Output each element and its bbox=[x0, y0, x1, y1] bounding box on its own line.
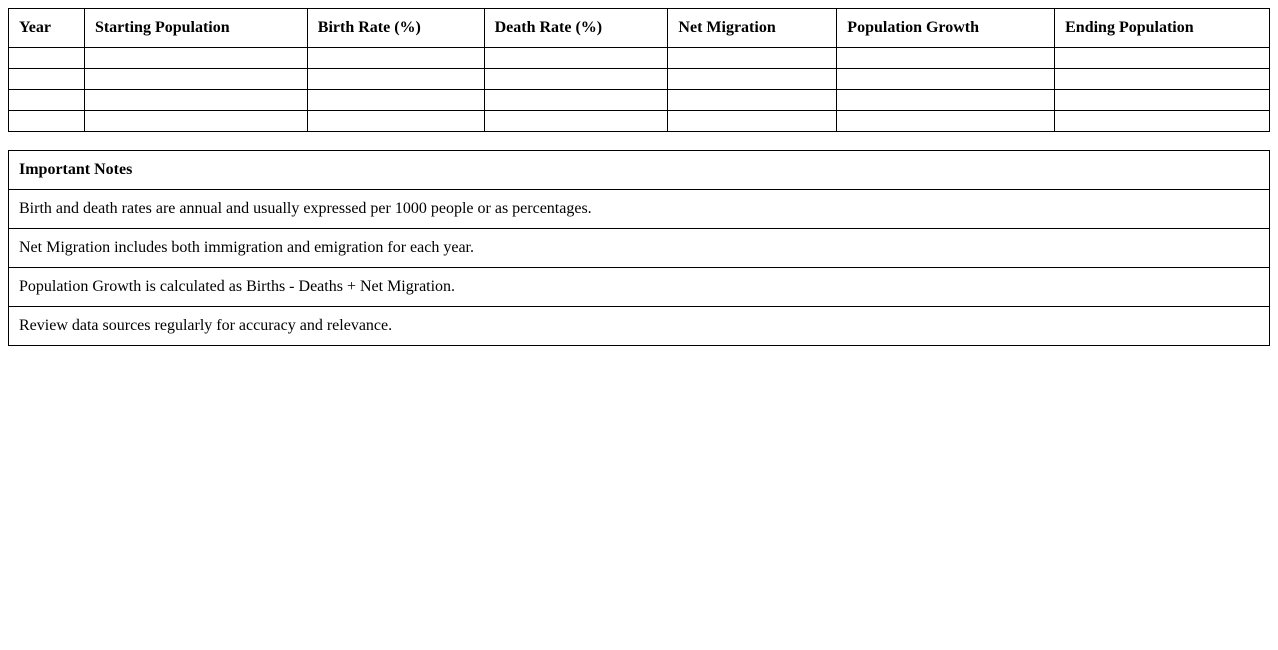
header-starting-population: Starting Population bbox=[84, 9, 307, 48]
table-cell bbox=[1055, 111, 1270, 132]
notes-header-row bbox=[9, 151, 1270, 190]
table-cell bbox=[307, 90, 484, 111]
table-cell bbox=[668, 69, 837, 90]
table-cell bbox=[9, 48, 85, 69]
header-population-growth: Population Growth bbox=[837, 9, 1055, 48]
table-cell bbox=[837, 111, 1055, 132]
population-table bbox=[8, 8, 1270, 132]
table-cell bbox=[9, 90, 85, 111]
table-cell bbox=[1055, 69, 1270, 90]
table-cell bbox=[84, 90, 307, 111]
table-cell bbox=[9, 69, 85, 90]
note-item: Population Growth is calculated as Births - Deaths + Net Migration. bbox=[9, 268, 1270, 307]
table-cell bbox=[837, 69, 1055, 90]
table-cell bbox=[484, 69, 668, 90]
table-cell bbox=[837, 48, 1055, 69]
header-birth-rate: Birth Rate (%) bbox=[307, 9, 484, 48]
table-cell bbox=[484, 111, 668, 132]
note-item: Review data sources regularly for accuracy and relevance. bbox=[9, 307, 1270, 346]
table-row bbox=[9, 48, 1270, 69]
note-row bbox=[9, 229, 1270, 268]
note-row bbox=[9, 268, 1270, 307]
table-header-row bbox=[9, 9, 1270, 48]
table-cell bbox=[84, 69, 307, 90]
table-cell bbox=[307, 69, 484, 90]
table-row bbox=[9, 111, 1270, 132]
table-cell bbox=[307, 48, 484, 69]
note-item: Net Migration includes both immigration and emigration for each year. bbox=[9, 229, 1270, 268]
table-cell bbox=[1055, 90, 1270, 111]
table-cell bbox=[9, 111, 85, 132]
document-body bbox=[8, 8, 1270, 346]
notes-table bbox=[8, 150, 1270, 346]
header-death-rate: Death Rate (%) bbox=[484, 9, 668, 48]
table-cell bbox=[484, 90, 668, 111]
table-cell bbox=[837, 90, 1055, 111]
table-cell bbox=[668, 111, 837, 132]
header-net-migration: Net Migration bbox=[668, 9, 837, 48]
table-cell bbox=[668, 48, 837, 69]
table-cell bbox=[307, 111, 484, 132]
note-item: Birth and death rates are annual and usually expressed per 1000 people or as percentages. bbox=[9, 190, 1270, 229]
table-cell bbox=[1055, 48, 1270, 69]
table-row bbox=[9, 69, 1270, 90]
table-cell bbox=[84, 48, 307, 69]
header-year: Year bbox=[9, 9, 85, 48]
header-ending-population: Ending Population bbox=[1055, 9, 1270, 48]
table-cell bbox=[668, 90, 837, 111]
table-row bbox=[9, 90, 1270, 111]
note-row bbox=[9, 307, 1270, 346]
table-cell bbox=[84, 111, 307, 132]
notes-title: Important Notes bbox=[9, 151, 1270, 190]
note-row bbox=[9, 190, 1270, 229]
table-cell bbox=[484, 48, 668, 69]
